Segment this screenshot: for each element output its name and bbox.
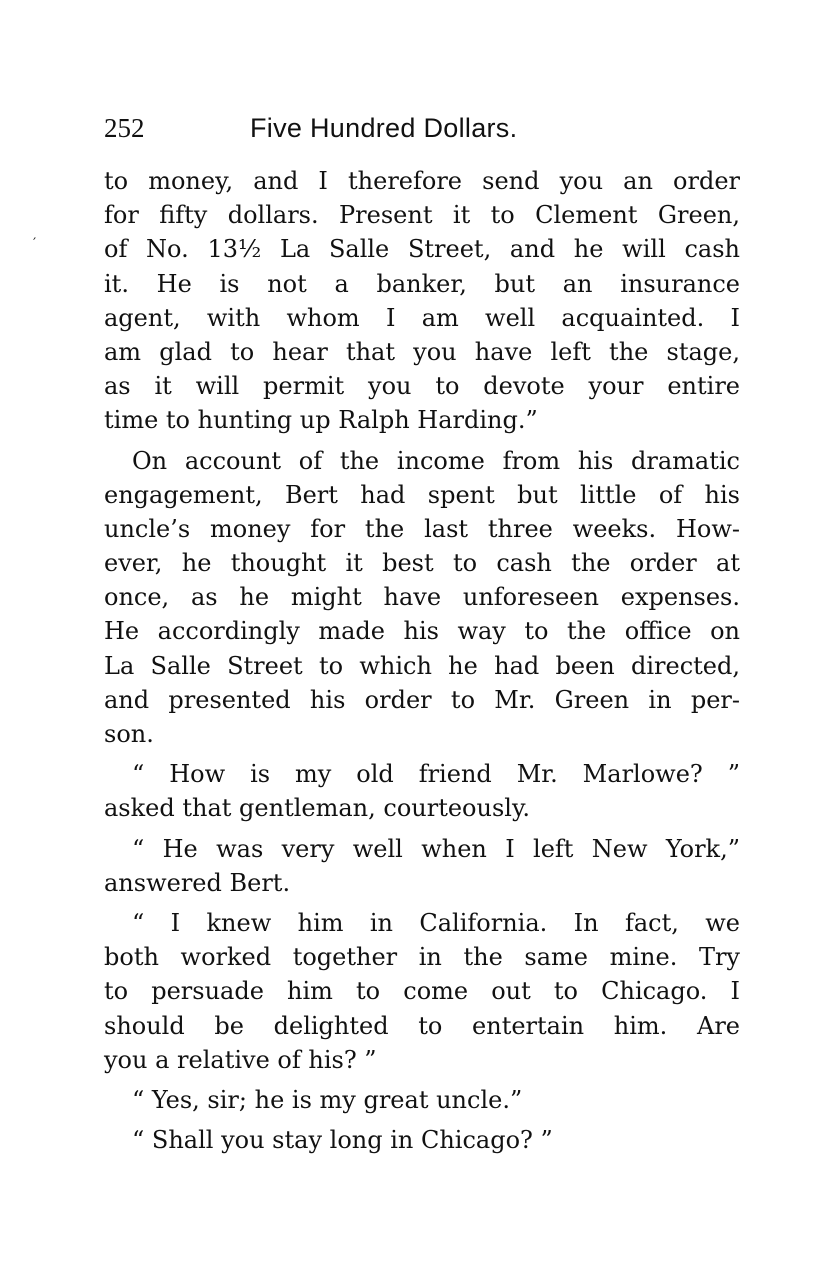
running-title: Five Hundred Dollars.: [250, 113, 518, 143]
text-line: On account of the income from his dramatic: [132, 446, 740, 475]
text-line: it. He is not a banker, but an insurance: [104, 269, 740, 298]
text-line: La Salle Street to which he had been directed,: [104, 651, 740, 680]
text-line: once, as he might have unforeseen expenses.: [104, 583, 740, 612]
text-line: “ I knew him in California. In fact, we: [132, 908, 740, 937]
body-text: [104, 164, 740, 1157]
text-line: you a relative of his? ”: [104, 1045, 377, 1074]
text-line: He accordingly made his way to the office on: [104, 617, 740, 646]
text-line: “ Shall you stay long in Chicago? ”: [132, 1126, 553, 1155]
text-line: to money, and I therefore send you an order: [104, 167, 740, 195]
text-line: am glad to hear that you have left the stage,: [104, 337, 740, 366]
text-line: time to hunting up Ralph Harding.”: [104, 406, 538, 435]
paragraph: [104, 444, 740, 752]
paragraph: [104, 164, 740, 438]
text-line: agent, with whom I am well acquainted. I: [104, 303, 740, 332]
paragraph: [104, 1123, 740, 1157]
text-line: to persuade him to come out to Chicago. I: [104, 977, 740, 1006]
text-line: uncle’s money for the last three weeks. How-: [104, 514, 740, 543]
page-number: 252: [104, 113, 145, 143]
text-line: son.: [104, 720, 154, 748]
text-line: for fifty dollars. Present it to Clement Green,: [104, 201, 740, 230]
paragraph: [104, 906, 740, 1077]
text-line: asked that gentleman, courteously.: [104, 794, 530, 823]
text-line: both worked together in the same mine. Try: [104, 943, 740, 972]
text-line: answered Bert.: [104, 868, 291, 897]
text-line: engagement, Bert had spent but little of his: [104, 480, 740, 509]
paragraph: [104, 757, 740, 825]
text-line: should be delighted to entertain him. Are: [104, 1011, 740, 1040]
paragraph: [104, 832, 740, 900]
paragraph: [104, 1083, 740, 1117]
text-line: “ He was very well when I left New York,”: [132, 834, 740, 863]
text-line: “ Yes, sir; he is my great uncle.”: [132, 1085, 523, 1114]
text-line: of No. 13½ La Salle Street, and he will cash: [104, 235, 740, 264]
text-line: ever, he thought it best to cash the order at: [104, 549, 740, 578]
page-header: [104, 108, 744, 148]
text-line: and presented his order to Mr. Green in per-: [104, 685, 740, 714]
text-line: as it will permit you to devote your entire: [104, 372, 740, 401]
text-line: “ How is my old friend Mr. Marlowe? ”: [132, 760, 740, 789]
margin-mark: ′: [33, 236, 37, 252]
